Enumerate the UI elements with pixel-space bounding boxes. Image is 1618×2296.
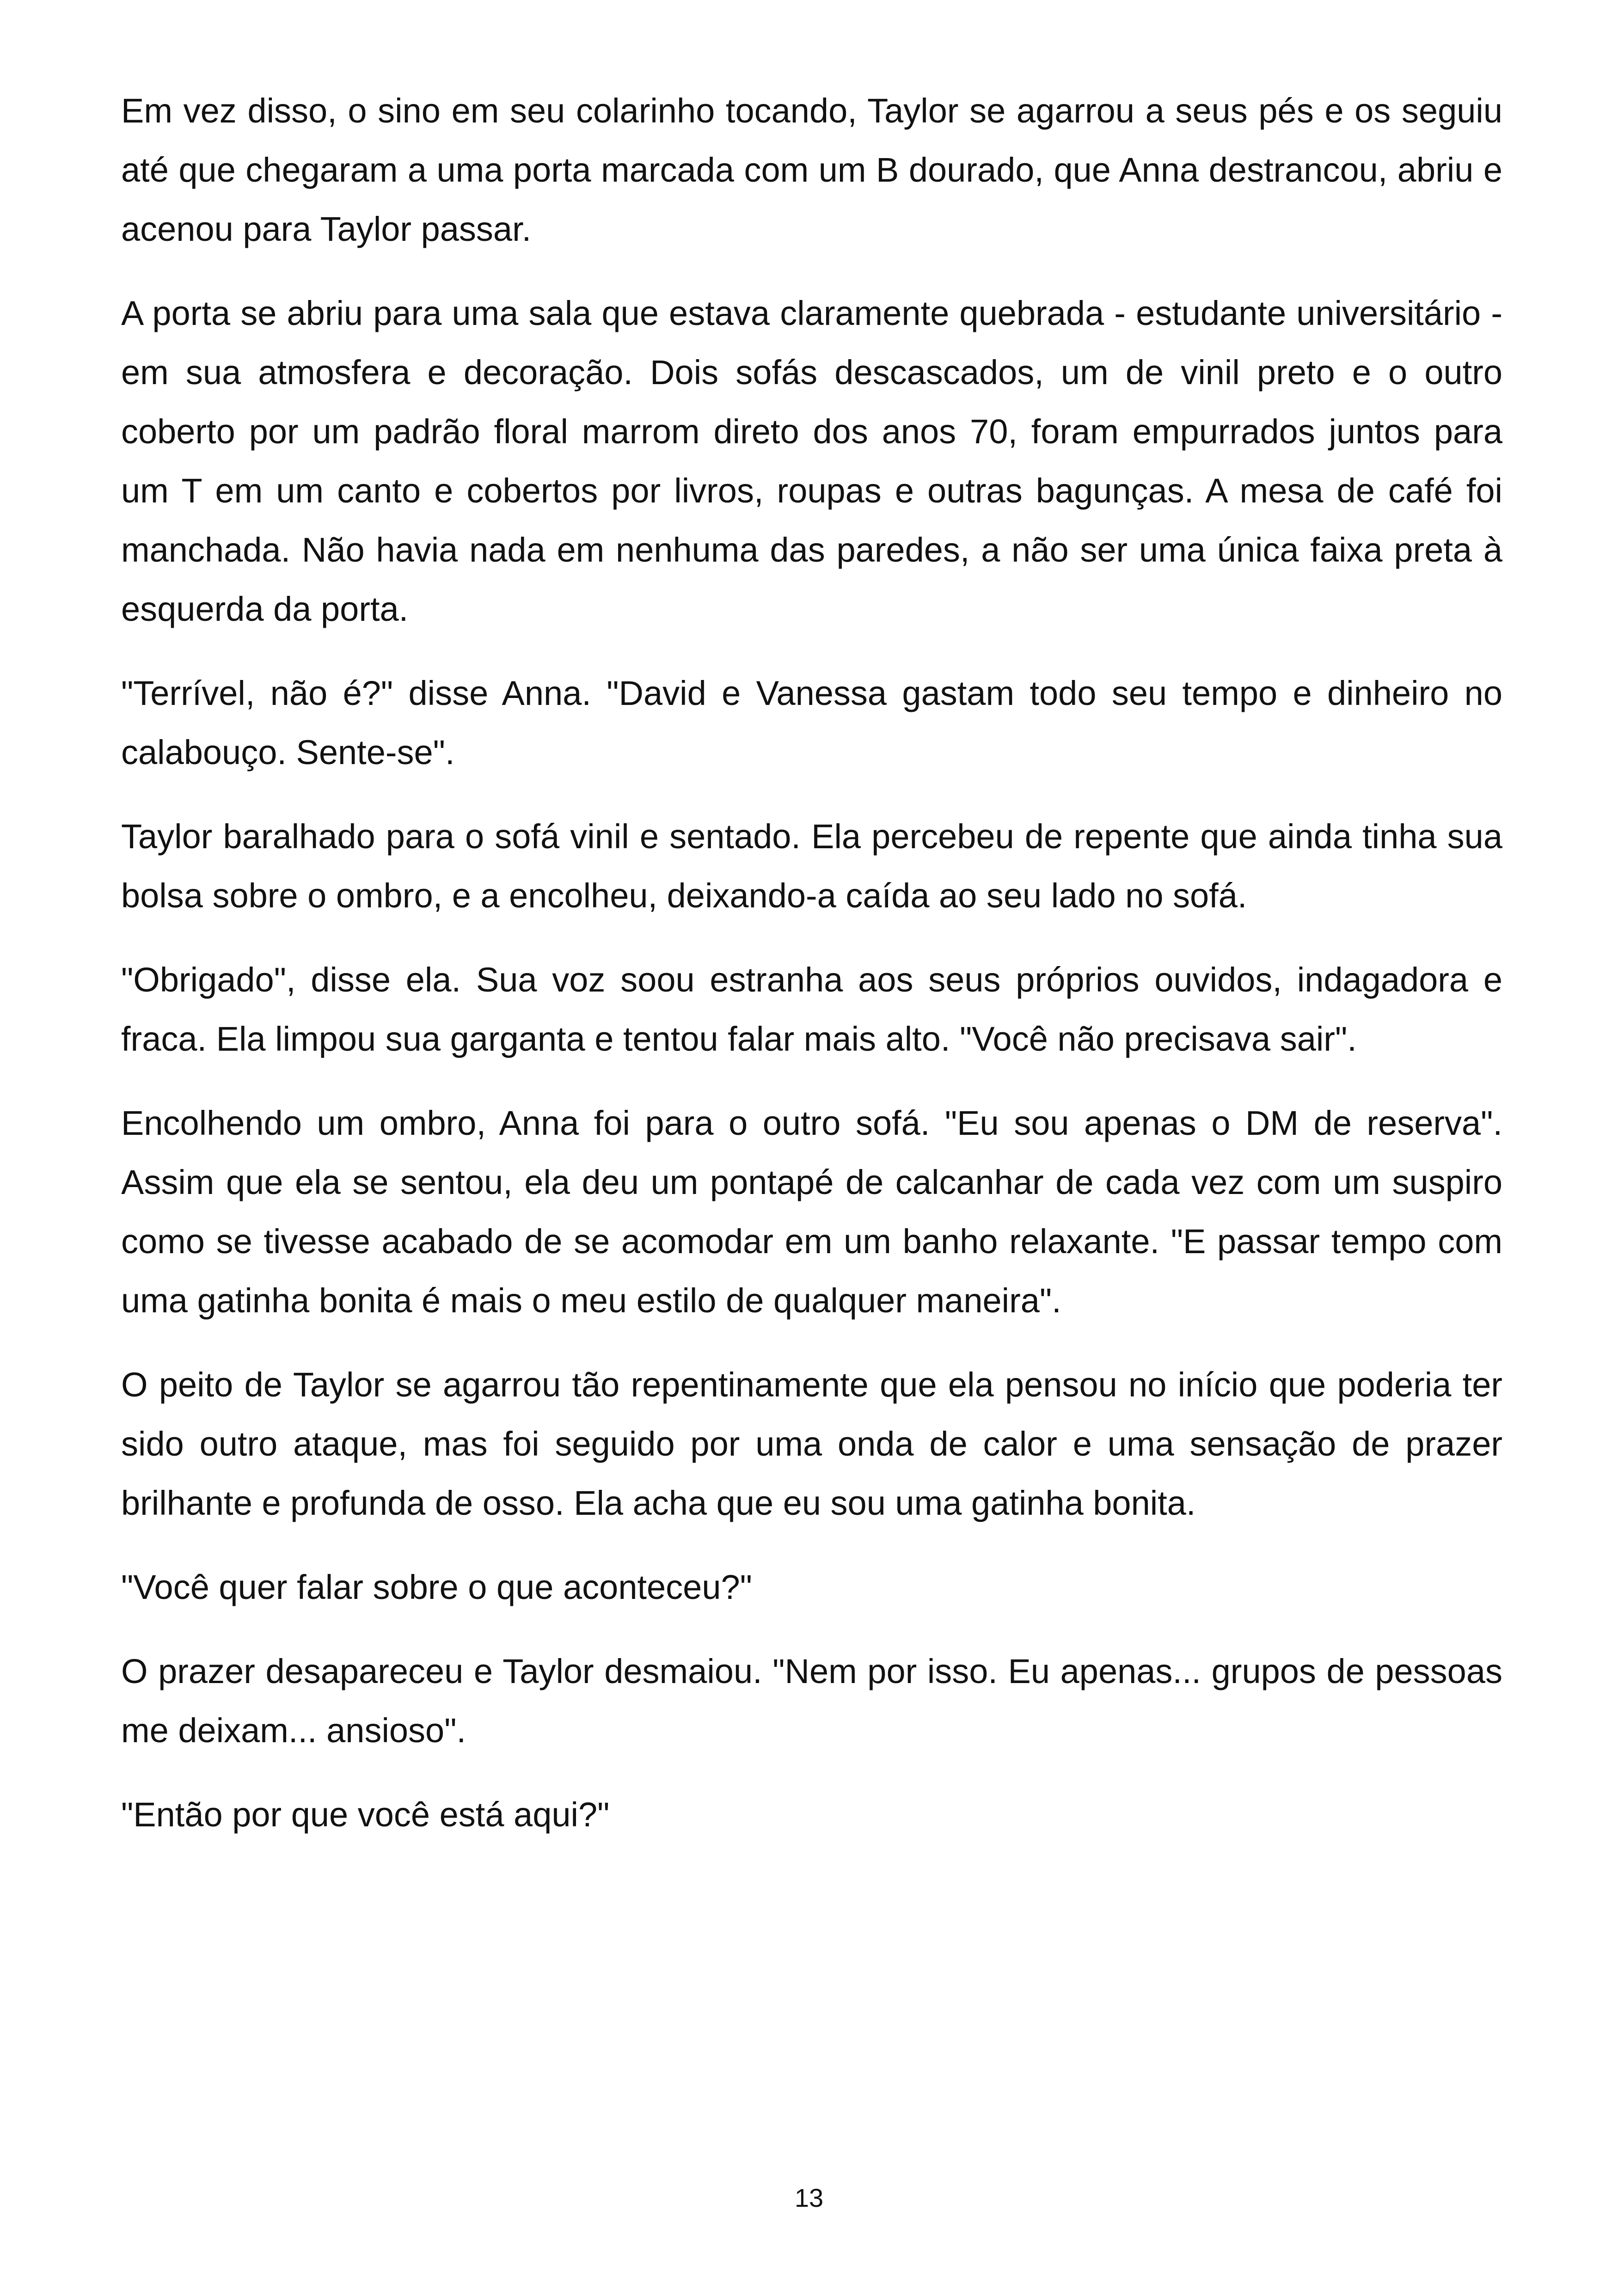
text-body [121,81,1502,1869]
paragraph: Em vez disso, o sino em seu colarinho tocando, Taylor se agarrou a seus pés e os seguiu até que chegaram a uma porta marcada com um B dourado, que Anna destrancou, abriu e acenou para Taylor passar. [121,92,1502,248]
paragraph: "Terrível, não é?" disse Anna. "David e Vanessa gastam todo seu tempo e dinheiro no calabouço. Sente-se". [121,674,1502,771]
paragraph: Taylor baralhado para o sofá vinil e sentado. Ela percebeu de repente que ainda tinha sua bolsa sobre o ombro, e a encolheu, deixando-a caída ao seu lado no sofá. [121,817,1502,915]
paragraph: O peito de Taylor se agarrou tão repentinamente que ela pensou no início que poderia ter sido outro ataque, mas foi seguido por uma onda de calor e uma sensação de prazer brilhante e profunda de osso. Ela acha que eu sou uma gatinha bonita. [121,1365,1502,1522]
page-number: 13 [794,2183,824,2212]
paragraph: "Obrigado", disse ela. Sua voz soou estranha aos seus próprios ouvidos, indagadora e fraca. Ela limpou sua garganta e tentou falar mais alto. "Você não precisava sair". [121,961,1502,1058]
paragraph: "Você quer falar sobre o que aconteceu?" [121,1568,752,1606]
paragraph: "Então por que você está aqui?" [121,1795,610,1834]
paragraph: Encolhendo um ombro, Anna foi para o outro sofá. "Eu sou apenas o DM de reserva". Assim que ela se sentou, ela deu um pontapé de calcanhar de cada vez com um suspiro como se tivesse acabado de se acomodar em um banho relaxante. "E passar tempo com uma gatinha bonita é mais o meu estilo de qualquer maneira". [121,1104,1502,1320]
paragraph: A porta se abriu para uma sala que estava claramente quebrada - estudante universitário - em sua atmosfera e decoração. Dois sofás descascados, um de vinil preto e o outro coberto por um padrão floral marrom direto dos anos 70, foram empurrados juntos para um T em um canto e cobertos por livros, roupas e outras bagunças. A mesa de café foi manchada. Não havia nada em nenhuma das paredes, a não ser uma única faixa preta à esquerda da porta. [121,294,1502,628]
paragraph: O prazer desapareceu e Taylor desmaiou. "Nem por isso. Eu apenas... grupos de pessoas me deixam... ansioso". [121,1652,1502,1750]
